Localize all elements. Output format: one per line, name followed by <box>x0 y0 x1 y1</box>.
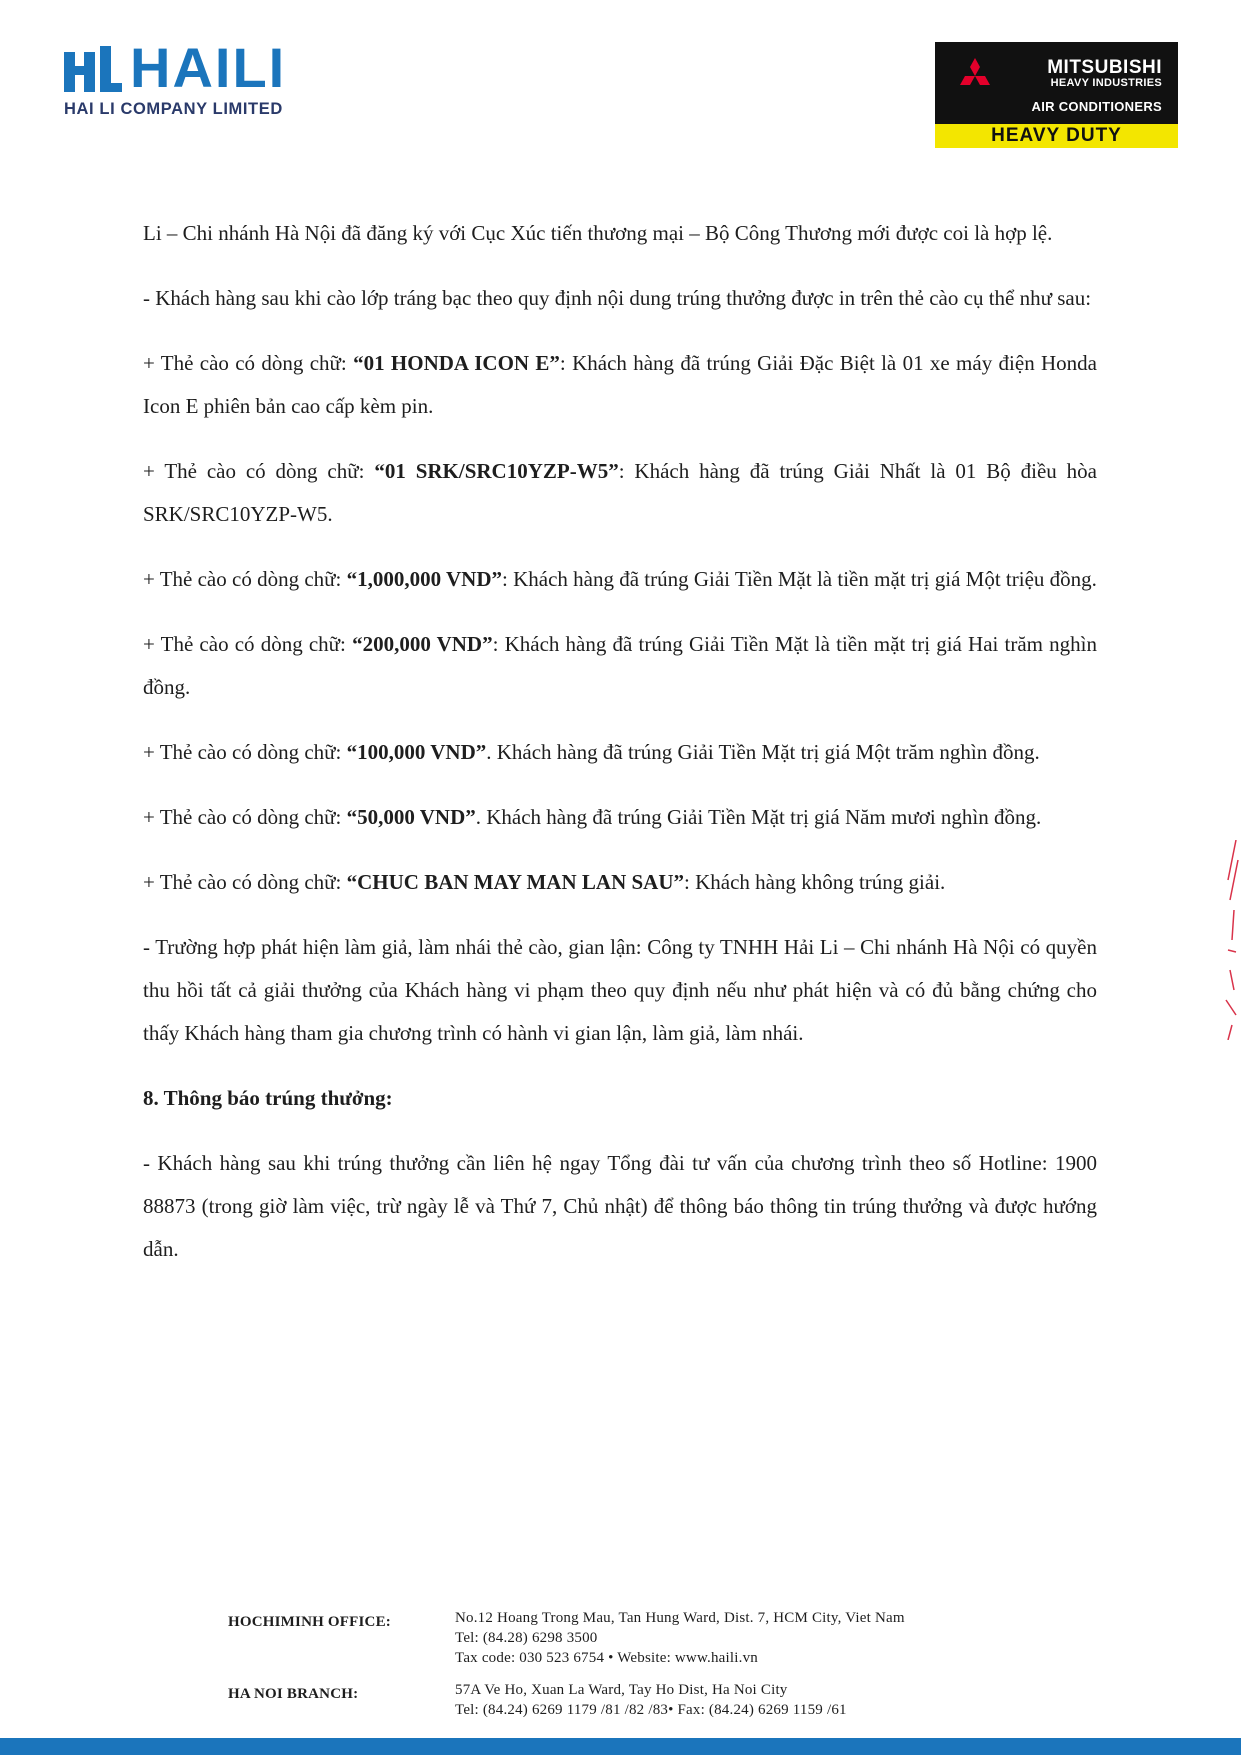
hanoi-tel-fax: Tel: (84.24) 6269 1179 /81 /82 /83• Fax: (84.24) 6269 1159 /61 <box>455 1702 847 1718</box>
mitsubishi-subtitle: HEAVY INDUSTRIES <box>1050 77 1162 89</box>
paragraph <box>143 1142 1097 1271</box>
text-segment: + Thẻ cào có dòng chữ: <box>143 740 347 764</box>
text-segment: : Khách hàng đã trúng Giải Đặc Biệt là 01 xe máy điện Honda Icon E phiên bản cao cấp kèm pin. <box>143 351 1098 418</box>
mitsubishi-brand: MITSUBISHI <box>1047 57 1162 78</box>
paragraph <box>143 623 1097 709</box>
haili-logo-word: HAILI <box>130 36 287 99</box>
paragraph <box>143 861 1097 904</box>
text-segment: : Khách hàng đã trúng Giải Tiền Mặt là tiền mặt trị giá Một triệu đồng. <box>502 567 1097 591</box>
text-segment: : Khách hàng đã trúng Giải Tiền Mặt là tiền mặt trị giá Hai trăm nghìn đồng. <box>143 632 1097 699</box>
paragraph <box>143 731 1097 774</box>
paragraph <box>143 342 1097 428</box>
footer-bottom-bar <box>0 1738 1241 1755</box>
hcm-tel: Tel: (84.28) 6298 3500 <box>455 1630 598 1646</box>
text-segment: - Khách hàng sau khi trúng thưởng cần liên hệ ngay Tổng đài tư vấn của chương trình theo số Hotline: 1900 88873 (trong giờ làm việc, trừ ngày lễ và Thứ 7, Chủ nhật) để thông báo thông tin trúng thưởng và được hướng dẫn. <box>143 1151 1097 1261</box>
red-stamp-fragment-icon <box>1222 840 1241 1040</box>
text-segment: . Khách hàng đã trúng Giải Tiền Mặt trị giá Một trăm nghìn đồng. <box>486 740 1040 764</box>
heavy-duty-band: HEAVY DUTY <box>935 124 1178 148</box>
text-segment: - Khách hàng sau khi cào lớp tráng bạc theo quy định nội dung trúng thưởng được in trên thẻ cào cụ thể như sau: <box>143 286 1092 310</box>
hanoi-branch-label: HA NOI BRANCH: <box>228 1686 359 1702</box>
text-segment: - Trường hợp phát hiện làm giả, làm nhái thẻ cào, gian lận: Công ty TNHH Hải Li – Chi nhánh Hà Nội có quyền thu hồi tất cả giải thưởng của Khách hàng vi phạm theo quy định nếu như phát hiện và có đủ bằng chứng cho thấy Khách hàng tham gia chương trình có hành vi gian lận, làm giả, làm nhái. <box>143 935 1097 1045</box>
haili-logo <box>64 36 364 119</box>
haili-logo-icon <box>64 46 122 92</box>
text-segment: : Khách hàng đã trúng Giải Nhất là 01 Bộ điều hòa SRK/SRC10YZP-W5. <box>143 459 1097 526</box>
paragraph <box>143 277 1097 320</box>
bold-text: 8. Thông báo trúng thưởng: <box>143 1086 393 1110</box>
text-segment: + Thẻ cào có dòng chữ: <box>143 632 353 656</box>
text-segment: : Khách hàng không trúng giải. <box>684 870 946 894</box>
bold-text: “1,000,000 VND” <box>346 567 502 591</box>
bold-text: “CHUC BAN MAY MAN LAN SAU” <box>346 870 684 894</box>
document-body <box>143 212 1097 1293</box>
text-segment: + Thẻ cào có dòng chữ: <box>143 459 375 483</box>
air-conditioners-label: AIR CONDITIONERS <box>1031 99 1162 114</box>
text-segment: . Khách hàng đã trúng Giải Tiền Mặt trị giá Năm mươi nghìn đồng. <box>475 805 1042 829</box>
text-segment: + Thẻ cào có dòng chữ: <box>143 870 347 894</box>
text-segment: + Thẻ cào có dòng chữ: <box>143 567 347 591</box>
hcm-office-label: HOCHIMINH OFFICE: <box>228 1614 391 1630</box>
hcm-address: No.12 Hoang Trong Mau, Tan Hung Ward, Dist. 7, HCM City, Viet Nam <box>455 1610 905 1626</box>
paragraph <box>143 212 1097 255</box>
bold-text: “100,000 VND” <box>346 740 487 764</box>
paragraph <box>143 796 1097 839</box>
company-name: HAI LI COMPANY LIMITED <box>64 100 283 118</box>
text-segment: + Thẻ cào có dòng chữ: <box>143 805 347 829</box>
bold-text: “01 HONDA ICON E” <box>353 351 560 375</box>
bold-text: “200,000 VND” <box>352 632 493 656</box>
mitsubishi-three-diamonds-icon <box>955 58 995 94</box>
paragraph <box>143 926 1097 1055</box>
mitsubishi-logo <box>935 42 1178 148</box>
footer <box>228 1608 1128 1732</box>
text-segment: Li – Chi nhánh Hà Nội đã đăng ký với Cục Xúc tiến thương mại – Bộ Công Thương mới được coi là hợp lệ. <box>143 221 1053 245</box>
section-heading <box>143 1077 1097 1120</box>
paragraph <box>143 558 1097 601</box>
paragraph <box>143 450 1097 536</box>
text-segment: + Thẻ cào có dòng chữ: <box>143 351 354 375</box>
bold-text: “50,000 VND” <box>346 805 476 829</box>
hanoi-address: 57A Ve Ho, Xuan La Ward, Tay Ho Dist, Ha Noi City <box>455 1682 788 1698</box>
bold-text: “01 SRK/SRC10YZP-W5” <box>374 459 619 483</box>
hcm-tax-website: Tax code: 030 523 6754 • Website: www.haili.vn <box>455 1650 758 1666</box>
